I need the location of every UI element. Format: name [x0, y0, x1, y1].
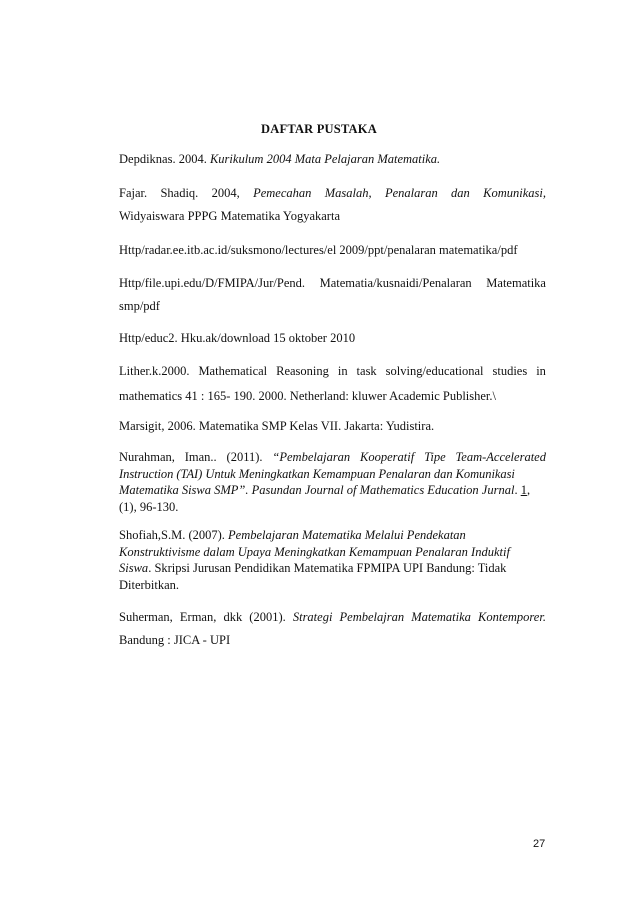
reference-line [119, 186, 546, 202]
ref-word: Reasoning [276, 364, 329, 378]
ref-word: Erman, [179, 610, 217, 624]
ref-word: Mathematical [198, 364, 268, 378]
reference-radar [119, 243, 546, 259]
ref-word: Suherman, [119, 610, 173, 624]
reference-line: Diterbitkan. [119, 577, 180, 592]
ref-title: Matematika Siswa SMP”. Pasundan Journal of Mathematics Education Jurnal [119, 483, 515, 498]
ref-title-word: Penalaran [384, 186, 438, 200]
ref-title-word: Strategi [292, 610, 333, 624]
ref-word: studies [492, 364, 528, 378]
ref-punct: , [526, 483, 531, 498]
ref-word: in [536, 364, 546, 378]
ref-word: Http/file.upi.edu/D/FMIPA/Jur/Pend. [119, 276, 306, 290]
ref-word: in [337, 364, 348, 378]
reference-line [119, 610, 546, 626]
reference-line: Http/radar.ee.itb.ac.id/suksmono/lectures/el 2009/ppt/penalaran matematika/pdf [119, 243, 518, 257]
ref-title: Pembelajaran Matematika Melalui Pendekatan [228, 528, 466, 542]
ref-title-word: Matematika [411, 610, 471, 624]
ref-title-word: Kontemporer. [478, 610, 546, 624]
ref-title-word: Kooperatif [360, 450, 415, 464]
reference-file-upi [119, 276, 546, 314]
reference-line [119, 449, 546, 466]
ref-volume: 1 [520, 483, 527, 498]
reference-line: Konstruktivisme dalam Upaya Meningkatkan Kemampuan Penalaran Induktif [119, 544, 510, 559]
ref-title: Kurikulum 2004 Mata Pelajaran Matematika. [209, 152, 441, 166]
reference-lither [119, 364, 546, 404]
reference-suherman [119, 610, 546, 648]
reference-fajar [119, 186, 546, 224]
ref-word: Fajar. [119, 186, 148, 200]
page-title: DAFTAR PUSTAKA [261, 122, 377, 136]
reference-line: Http/educ2. Hku.ak/download 15 oktober 2010 [119, 331, 356, 345]
ref-title-word: Masalah, [324, 186, 372, 200]
page-number: 27 [533, 838, 546, 850]
ref-title-word: Pemecahan [253, 186, 312, 200]
ref-word: (2011). [226, 450, 263, 464]
ref-punct: . [514, 483, 521, 498]
ref-word: (2001). [249, 610, 286, 624]
ref-title: Siswa [119, 561, 149, 576]
reference-marsigit [119, 419, 546, 435]
ref-author-year: Depdiknas. 2004. [119, 152, 210, 166]
reference-line [119, 527, 546, 544]
ref-word: 2004, [211, 186, 240, 200]
ref-word: Matematia/kusnaidi/Penalaran [319, 276, 472, 290]
ref-word: dkk [223, 610, 243, 624]
reference-educ [119, 331, 546, 347]
reference-line: (1), 96-130. [119, 499, 179, 514]
ref-word: Iman.. [184, 450, 217, 464]
ref-title-word: Komunikasi, [483, 186, 546, 200]
ref-word: Matematika [486, 276, 546, 290]
reference-line [119, 364, 546, 380]
reference-shofiah [119, 527, 546, 593]
reference-line: Bandung : JICA - UPI [119, 632, 231, 647]
ref-publisher: . Skripsi Jurusan Pendidikan Matematika FPMIPA UPI Bandung: Tidak [148, 561, 507, 576]
reference-line: Marsigit, 2006. Matematika SMP Kelas VII. Jakarta: Yudistira. [119, 419, 435, 433]
ref-word: Lither.k.2000. [119, 364, 190, 378]
ref-title-word: “Pembelajaran [272, 450, 351, 464]
reference-line: Instruction (TAI) Untuk Meningkatkan Kemampuan Penalaran dan Komunikasi [119, 466, 515, 481]
reference-depdiknas [119, 152, 546, 168]
ref-title-word: Tipe [424, 450, 446, 464]
reference-line: Widyaiswara PPPG Matematika Yogyakarta [119, 208, 340, 223]
ref-title-word: dan [451, 186, 470, 200]
ref-title-word: Team-Accelerated [455, 450, 546, 464]
ref-word: Shadiq. [160, 186, 199, 200]
ref-author-year: Shofiah,S.M. (2007). [119, 528, 229, 542]
reference-line [119, 560, 546, 577]
reference-line [119, 482, 546, 499]
reference-line: mathematics 41 : 165- 190. 2000. Netherland: kluwer Academic Publisher.\ [119, 388, 497, 403]
reference-line: smp/pdf [119, 298, 160, 313]
reference-line [119, 152, 546, 168]
reference-nurahman [119, 449, 546, 515]
reference-line [119, 276, 546, 292]
ref-word: solving/educational [385, 364, 484, 378]
ref-title-word: Pembelajran [339, 610, 405, 624]
ref-word: Nurahman, [119, 450, 175, 464]
ref-word: task [356, 364, 377, 378]
